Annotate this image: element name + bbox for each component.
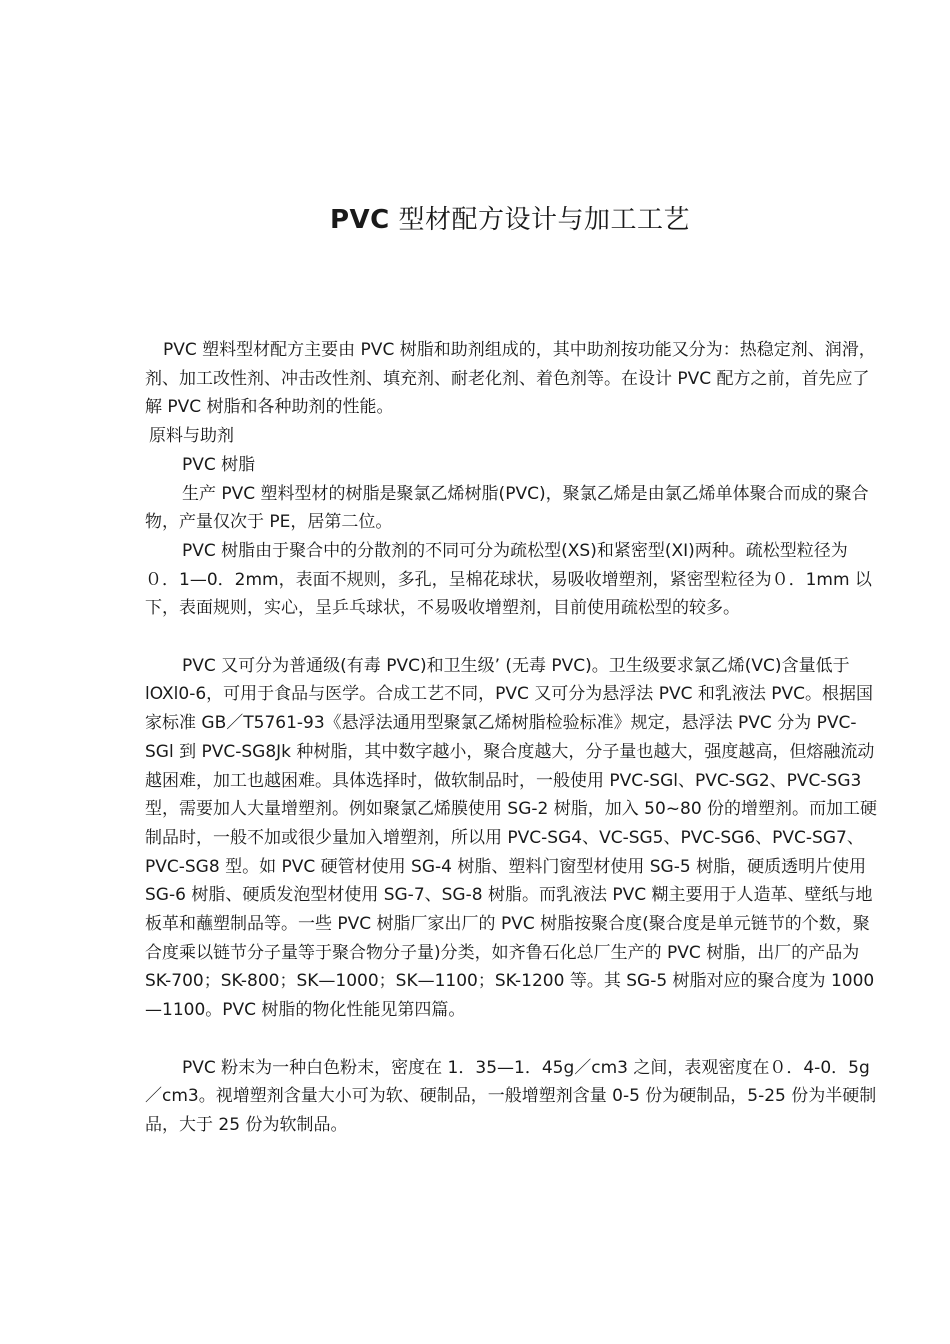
- document-title-text: 型材配方设计与加工工艺: [389, 205, 691, 235]
- document-title-latin: PVC: [329, 205, 390, 235]
- subsection-heading: PVC 树脂: [182, 454, 256, 475]
- paragraph-gap: [145, 623, 880, 652]
- paragraph-powder-properties: PVC 粉末为一种白色粉末，密度在 1．35—1．45g／cm3 之间，表观密度在０．4-0．5g／cm3。视增塑剂含量大小可为软、硬制品，一般增塑剂含量 0-5 份为硬制品，5-25 份为半硬制品，大于 25 份为软制品。: [145, 1057, 877, 1135]
- document-body: [145, 336, 880, 1140]
- paragraph-resin-grades: PVC 又可分为普通级(有毒 PVC)和卫生级’ (无毒 PVC)。卫生级要求氯乙烯(VC)含量低于 lOXl0-6，可用于食品与医学。合成工艺不同，PVC 又可分为悬浮法 PVC 和乳液法 PVC。根据国家标准 GB／T5761-93《悬浮法通用型聚氯乙烯树脂检验标准》规定，悬浮法 PVC 分为 PVC-SGl 到 PVC-SG8Jk 种树脂，其中数字越小，聚合度越大，分子量也越大，强度越高，但熔融流动越困难，加工也越困难。具体选择时，做软制品时，一般使用 PVC-SGl、PVC-SG2、PVC-SG3 型，需要加人大量增塑剂。例如聚氯乙烯膜使用 SG-2 树脂，加入 50~80 份的增塑剂。而加工硬制品时，一般不加或很少量加入增塑剂，所以用 PVC-SG4、VC-SG5、PVC-SG6、PVC-SG7、PVC-SG8 型。如 PVC 硬管材使用 SG-4 树脂、塑料门窗型材使用 SG-5 树脂，硬质透明片使用 SG-6 树脂、硬质发泡型材使用 SG-7、SG-8 树脂。而乳液法 PVC 糊主要用于人造革、壁纸与地板革和蘸塑制品等。一些 PVC 树脂厂家出厂的 PVC 树脂按聚合度(聚合度是单元链节的个数，聚合度乘以链节分子量等于聚合物分子量)分类，如齐鲁石化总厂生产的 PVC 树脂，出厂的产品为 SK-700；SK-800；SK—1000；SK—1100；SK-1200 等。其 SG-5 树脂对应的聚合度为 1000—1100。PVC 树脂的物化性能见第四篇。: [145, 655, 878, 1021]
- intro-paragraph: PVC 塑料型材配方主要由 PVC 树脂和助剂组成的，其中助剂按功能又分为：热稳定剂、润滑，剂、加工改性剂、冲击改性剂、填充剂、耐老化剂、着色剂等。在设计 PVC 配方之前，首先应了解 PVC 树脂和各种助剂的性能。: [145, 340, 876, 418]
- section-heading: 原料与助剂: [149, 426, 234, 447]
- paragraph-resin-definition: 生产 PVC 塑料型材的树脂是聚氯乙烯树脂(PVC)，聚氯乙烯是由氯乙烯单体聚合而成的聚合物，产量仅次于 PE，居第二位。: [145, 483, 869, 533]
- paragraph-resin-types: PVC 树脂由于聚合中的分散剂的不同可分为疏松型(XS)和紧密型(XI)两种。疏松型粒径为０．1—0．2mm，表面不规则，多孔，呈棉花球状，易吸收增塑剂，紧密型粒径为０．1mm 以下，表面规则，实心，呈乒乓球状，不易吸收增塑剂，目前使用疏松型的较多。: [145, 540, 872, 619]
- paragraph-gap: [145, 1025, 880, 1054]
- document-title: [0, 200, 950, 240]
